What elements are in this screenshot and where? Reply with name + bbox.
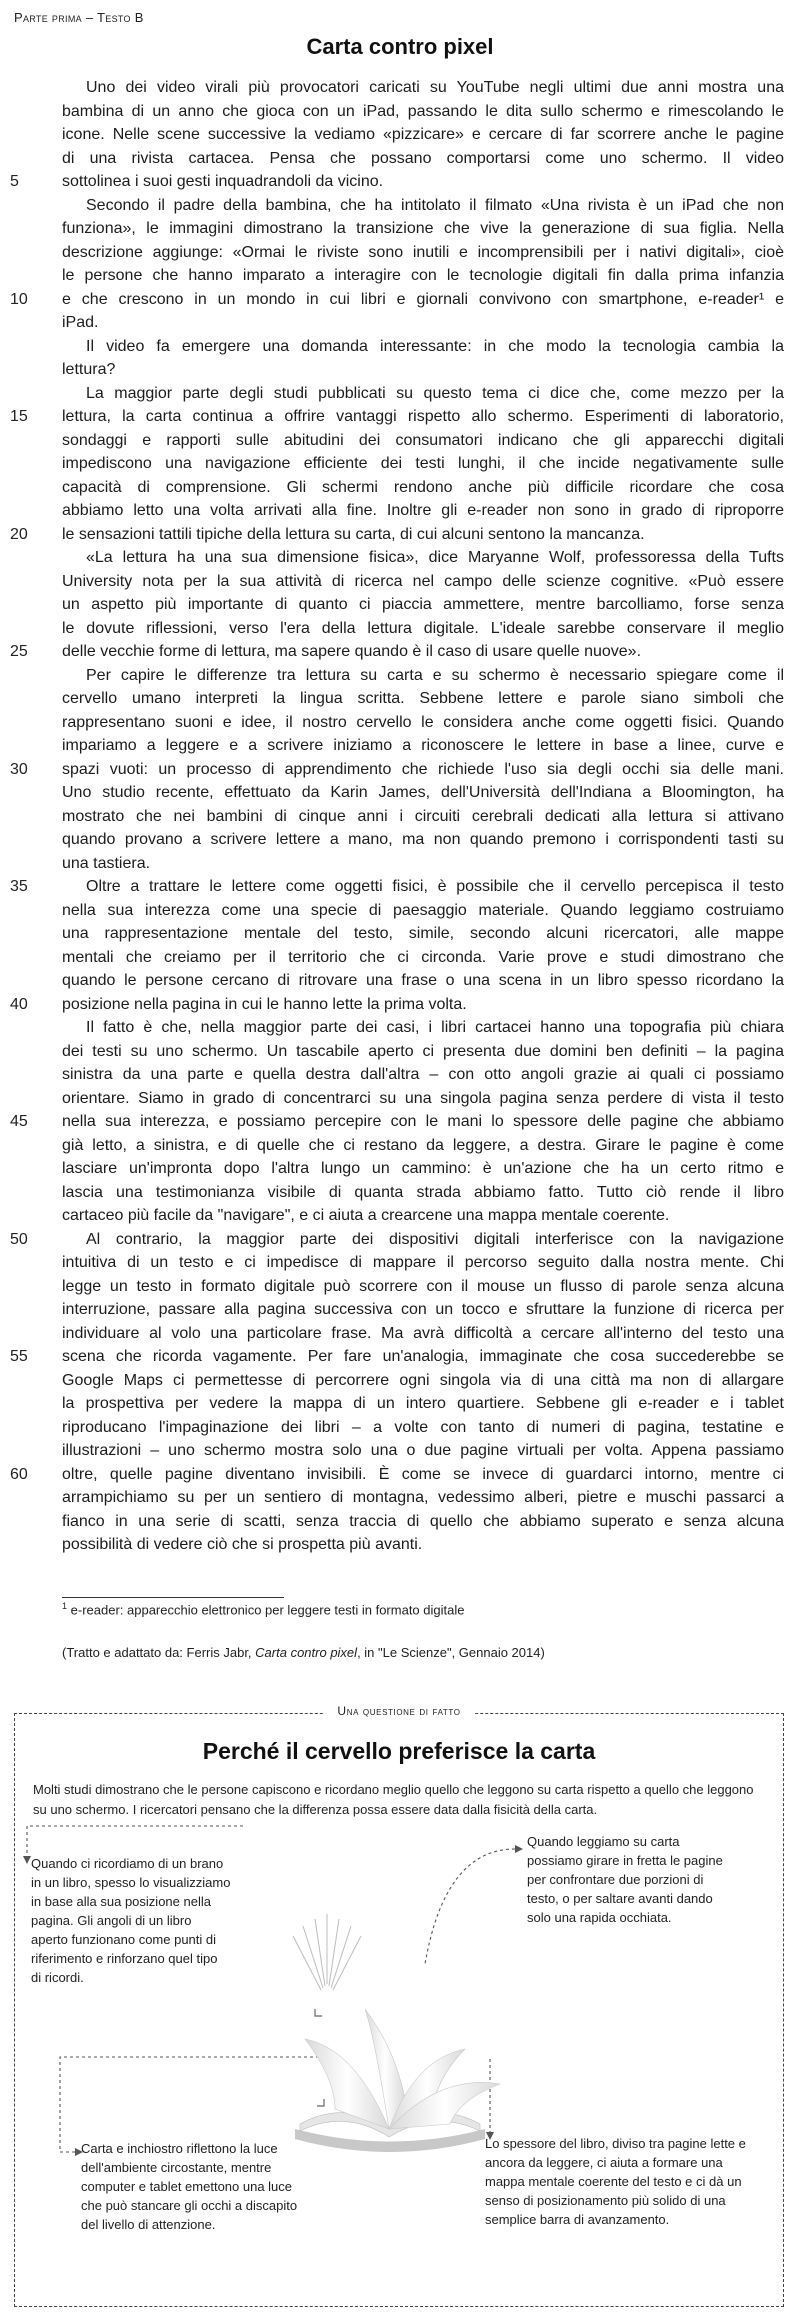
footnote-divider (62, 1597, 284, 1598)
article-line-text: bambina di un anno che gioca con un iPad, passando le dita sullo schermo e rimescolando le (62, 102, 784, 120)
article-line (62, 194, 784, 218)
article-line (62, 852, 784, 876)
article-line-text: le sensazioni tattili tipiche della lettura su carta, di cui alcuni sentono la mancanza. (62, 525, 645, 543)
article-line (62, 1040, 784, 1064)
article-line-text: mentali che creiamo per il territorio che ci circonda. Varie prove e studi dimostrano che (62, 948, 784, 966)
line-number: 10 (10, 290, 28, 308)
article-line-text: mostrato che nei bambini di cinque anni i circuiti cerebrali dedicati alla lettura si attivano (62, 807, 784, 825)
article-line (62, 147, 784, 171)
article-line-text: lettura? (62, 361, 116, 378)
article-line (10, 1110, 784, 1134)
article-line (62, 711, 784, 735)
article-line (10, 523, 784, 547)
footnote-text: e-reader: apparecchio elettronico per leggere testi in formato digitale (70, 1602, 465, 1618)
article-line-text: quando provano a scrivere lettere a mano, ma non quando premono i corrispondenti tasti su (62, 831, 784, 848)
article-line-text: lascia una testimonianza visibile di quanta strada abbiamo fatto. Tutto ciò rende il libro (62, 1183, 784, 1201)
article-line-text: una tastiera. (62, 854, 151, 872)
article-line-text: impariamo a leggere e a scrivere iniziamo a riconoscere le lettere in base a linee, curve e (62, 737, 784, 754)
article-line (10, 640, 784, 664)
infobox (14, 1704, 784, 2307)
article-line-text: spazi vuoti: un processo di apprendimento che richiede l'uso sia degli occhi sia delle mani. (62, 760, 784, 778)
article-line (62, 828, 784, 852)
article-line (62, 1416, 784, 1440)
article-line (62, 429, 784, 453)
article-line (10, 1228, 784, 1252)
line-number: 60 (10, 1465, 28, 1483)
article-line (10, 288, 784, 312)
line-number: 20 (10, 525, 28, 543)
article-line (62, 1533, 784, 1557)
line-number: 30 (10, 760, 28, 778)
article-line-text: Il video fa emergere una domanda interessante: in che modo la tecnologia cambia la (86, 337, 784, 355)
article-line-text: un aspetto più importante di quanto ci piaccia ammettere, mentre barcolliamo, forse senza (62, 596, 784, 613)
article-line (62, 805, 784, 829)
callout-book-thickness: Lo spessore del libro, diviso tra pagine lette e ancora da leggere, ci aiuta a formare una mappa mentale coerente del testo e ci dà un senso di posizionamento più solido di una semplice barra di avanzamento. (485, 2136, 746, 2227)
article-line-text: possibilità di vedere ciò che si prospetta più avanti. (62, 1536, 423, 1553)
article-line-text: una rappresentazione mentale del testo, simile, secondo alcuni ricercatori, alle mappe (62, 925, 784, 942)
arrowhead-icon (23, 1856, 31, 1864)
article-line-text: sottolinea i suoi gesti inquadrandoli da vicino. (62, 173, 384, 190)
source-title: Carta contro pixel (255, 1645, 358, 1660)
article-line-text: già letto, a sinistra, e di quelle che ci restano da leggere, a destra. Girare le pagine è come (62, 1136, 784, 1154)
article-line (62, 664, 784, 688)
article-line (62, 1016, 784, 1040)
article-line-text: impediscono una navigazione efficiente dei testi lunghi, il che incide negativamente sulle (62, 455, 784, 472)
article-line-text: iPad. (62, 314, 99, 331)
article-line-text: abbiamo letto una volta arrivati alla fine. Inoltre gli e-reader non sono in grado di riproporre (62, 502, 784, 519)
article-line-text: Uno studio recente, effettuato da Karin James, dell'Università dell'Indiana a Bloomington, ha (62, 784, 784, 801)
line-number: 15 (10, 408, 28, 425)
article-line (10, 875, 784, 899)
article-line-text: scena che ricorda vagamente. Per fare un'analogia, immaginate che cosa succederebbe se (62, 1348, 784, 1365)
article-line-text: Oltre a trattare le lettere come oggetti fisici, è possibile che il cervello percepisca il testo (86, 878, 784, 895)
section-label: Parte prima – Testo B (14, 10, 144, 25)
article-title: Carta contro pixel (306, 34, 494, 59)
article-line (62, 1157, 784, 1181)
line-number: 45 (10, 1113, 28, 1130)
article-line (62, 1251, 784, 1275)
article-line (62, 499, 784, 523)
article-line-text: quando le persone cercano di ritrovare una frase o una scena in un libro spesso ricordano la (62, 972, 784, 989)
line-number: 50 (10, 1230, 28, 1248)
article-line-text: intuitiva di un testo e ci impedisce di mappare il percorso seguito dalla nostra mente. Chi (62, 1254, 784, 1271)
article-line (62, 899, 784, 923)
article-line-text: orientare. Siamo in grado di concentrarci su una singola pagina senza perdere di vista il testo (62, 1089, 784, 1107)
article-line-text: nella sua interezza come una specie di paesaggio materiale. Quando leggiamo costruiamo (62, 901, 784, 919)
article-line-text: dei testi su uno schermo. Un tascabile aperto ci presenta due domini ben definiti – la pagina (62, 1042, 784, 1060)
line-number: 40 (10, 995, 28, 1013)
article-line (62, 264, 784, 288)
article-line (62, 946, 784, 970)
arrowhead-icon (515, 1845, 523, 1853)
article-line (62, 1322, 784, 1346)
article-line (62, 1392, 784, 1416)
article-line (62, 100, 784, 124)
article-line-text: individuare al volo una particolare frase. Ma avrà difficoltà a cercare all'interno del testo una (62, 1324, 784, 1342)
article-line-text: riproducano l'impaginazione dei libri – a volte con tanto di numeri di pagina, testatine e (62, 1418, 784, 1436)
article-line-text: sondaggi e rapporti sulle abitudini dei consumatori indicano che gli apparecchi digitali (62, 431, 784, 449)
article-line (62, 1439, 784, 1463)
article-line-text: Per capire le differenze tra lettura su carta e su schermo è necessario spiegare come il (86, 666, 784, 684)
article-line-text: oltre, quelle pagine diventano invisibili. È come se invece di guardarci intorno, mentre ci (62, 1465, 784, 1483)
article-line (62, 382, 784, 406)
article-line-text: sinistra da una parte e quella destra dall'altra – con otto angoli grazie ai quali ci possiamo (62, 1066, 784, 1083)
article-line-text: illustrazioni – uno schermo mostra solo una o due pagine virtuali per volta. Appena passiamo (62, 1442, 784, 1459)
footnote (62, 1601, 464, 1617)
connector-note-1 (27, 1826, 243, 1856)
source-prefix: (Tratto e adattato da: Ferris Jabr, (62, 1645, 256, 1660)
article-line (62, 476, 784, 500)
article-line-text: posizione nella pagina in cui le hanno lette la prima volta. (62, 995, 467, 1013)
article-line (10, 993, 784, 1017)
article-line (62, 1181, 784, 1205)
article-line (62, 922, 784, 946)
article-line (10, 1345, 784, 1369)
article-line (62, 593, 784, 617)
source-citation (62, 1645, 545, 1660)
article-line (62, 335, 784, 359)
article-line (62, 687, 784, 711)
article-line-text: delle vecchie forme di lettura, ma sapere quando è il caso di usare quelle nuove». (62, 643, 642, 660)
line-number: 55 (10, 1348, 28, 1365)
line-number: 25 (10, 643, 28, 660)
article-line (62, 358, 784, 382)
article-line-text: Uno dei video virali più provocatori caricati su YouTube negli ultimi due anni mostra una (86, 79, 784, 96)
infobox-title: Perché il cervello preferisce la carta (202, 1738, 596, 1764)
article-line (62, 1275, 784, 1299)
connector-note-2 (425, 1849, 515, 1964)
article-line-text: le dovute riflessioni, verso l'era della lettura digitale. L'ideale sarebbe conservare il meglio (62, 619, 784, 637)
article-line (10, 1463, 784, 1487)
article-line-text: icone. Nelle scene successive la vediamo «pizzicare» e cercare di far scorrere anche le pagine (62, 126, 784, 143)
article-line (62, 311, 784, 335)
article-body (10, 76, 784, 1557)
article-line (62, 1204, 784, 1228)
article-line-text: Secondo il padre della bambina, che ha intitolato il filmato «Una rivista è un iPad che non (86, 196, 784, 214)
article-line-text: di una rivista cartacea. Pensa che possano comportarsi come uno schermo. Il video (62, 149, 784, 167)
article-line (62, 1510, 784, 1534)
callout-page-position: Quando ci ricordiamo di un brano in un libro, spesso lo visualizziamo in base alla sua posizione nella pagina. Gli angoli di un libro aperto funzionano come punti di riferimento e rinforzano quel tipo di ricordi. (31, 1856, 231, 1985)
article-line-text: fianco in una serie di scatti, senza traccia di quello che abbiamo superato e senza alcuna (62, 1512, 784, 1530)
article-line (62, 570, 784, 594)
article-line-text: lasciare un'impronta dopo l'altra lungo un cammino: è un'azione che ha un certo ritmo e (62, 1160, 784, 1177)
article-line (62, 546, 784, 570)
infobox-intro: Molti studi dimostrano che le persone capiscono e ricordano meglio quello che leggono su carta rispetto a quello che leggono su uno schermo. I ricercatori pensano che la differenza possa essere data dalla fisicità della carta. (33, 1782, 754, 1817)
article-line (62, 1298, 784, 1322)
article-line-text: legge un testo in formato digitale può scorrere con il mouse un flusso di parole senza alcuna (62, 1277, 784, 1295)
article-line-text: rappresentano suoni e idee, il nostro cervello le considera anche come oggetti fisici. Quando (62, 713, 784, 731)
article-line (62, 1087, 784, 1111)
article-line (62, 617, 784, 641)
article-line (62, 1063, 784, 1087)
article-line (10, 170, 784, 194)
article-line (62, 734, 784, 758)
article-line-text: funziona», le immagini dimostrano la transizione che vive la generazione di sua figlia. Nella (62, 220, 784, 237)
article-line-text: University nota per la sua attività di ricerca nel campo delle scienze cognitive. «Può essere (62, 572, 784, 590)
line-number: 5 (10, 173, 19, 190)
article-line-text: cervello umano interpreti la lingua scritta. Sebbene lettere e parole siano simboli che (62, 690, 784, 707)
infobox-kicker-text: Una questione di fatto (323, 1704, 474, 1718)
article-line-text: Google Maps ci permettesse di percorrere ogni singola via di una città ma non di allargare (62, 1371, 784, 1389)
article-line (62, 76, 784, 100)
article-line (62, 969, 784, 993)
article-line-text: cartaceo più facile da "navigare", e ci aiuta a crearcene una mappa mentale coerente. (62, 1207, 670, 1224)
article-line-text: descrizione aggiunge: «Ormai le riviste sono inutili e incomprensibili per i nativi digitali», cioè (62, 243, 784, 261)
article-line-text: «La lettura ha una sua dimensione fisica», dice Maryanne Wolf, professoressa della Tufts (86, 549, 784, 566)
article-line-text: Il fatto è che, nella maggior parte dei casi, i libri cartacei hanno una topografia più chiara (86, 1019, 784, 1036)
article-line (10, 758, 784, 782)
article-line-text: la prospettiva per vedere la mappa di un intero quartiere. Sebbene gli e-reader e i tablet (62, 1395, 784, 1412)
article-line-text: capacità di comprensione. Gli schermi rendono anche più difficile ricordare che cosa (62, 478, 784, 496)
article-line-text: interruzione, passare alla pagina successiva con un tocco e sfruttare la funzione di ricerca per (62, 1301, 784, 1318)
article-line-text: lettura, la carta continua a offrire vantaggi rispetto allo schermo. Esperimenti di laboratorio, (62, 408, 784, 425)
article-line-text: e che crescono in un mondo in cui libri e giornali convivono con smartphone, e-reader¹ e (62, 290, 784, 308)
source-suffix: , in "Le Scienze", Gennaio 2014) (357, 1645, 545, 1660)
article-line-text: La maggior parte degli studi pubblicati su questo tema ci dice che, come mezzo per la (86, 384, 784, 402)
article-line-text: nella sua interezza, e possiamo percepire con le mani lo spessore delle pagine che abbiamo (62, 1113, 784, 1130)
article-line-text: le persone che hanno imparato a interagire con le tecnologie digitali fin dalla prima infanzia (62, 267, 784, 284)
article-line (62, 241, 784, 265)
article-line (62, 452, 784, 476)
article-line (62, 217, 784, 241)
article-line (62, 123, 784, 147)
article-line (62, 1369, 784, 1393)
footnote-marker: 1 (62, 1601, 68, 1611)
line-number: 35 (10, 878, 28, 895)
article-line (62, 781, 784, 805)
callout-page-flipping: Quando leggiamo su carta possiamo girare in fretta le pagine per confrontare due porzioni di testo, o per saltare avanti dando solo una rapida occhiata. (527, 1834, 723, 1925)
article-line (62, 1486, 784, 1510)
article-line-text: arrampichiamo su per un sentiero di montagna, vedessimo alberi, pietre e muschi passarci a (62, 1489, 784, 1506)
article-line-text: Al contrario, la maggior parte dei dispositivi digitali interferisce con la navigazione (86, 1230, 784, 1248)
article-line (10, 405, 784, 429)
article-line (62, 1134, 784, 1158)
callout-reflected-light: Carta e inchiostro riflettono la luce dell'ambiente circostante, mentre computer e tablet emettono una luce che può stancare gli occhi a discapito del livello di attenzione. (81, 2141, 298, 2232)
